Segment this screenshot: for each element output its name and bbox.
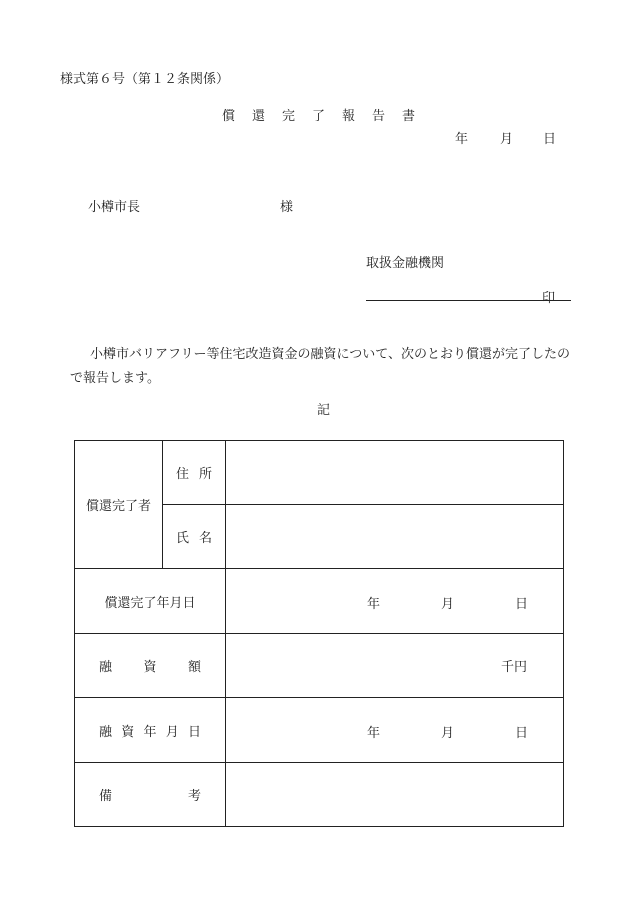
person-label: 償還完了者 bbox=[85, 499, 151, 514]
completion-date-label-cell bbox=[75, 569, 226, 634]
name-label-char: 名 bbox=[199, 531, 213, 546]
address-field[interactable] bbox=[226, 441, 564, 505]
amount-label-char: 資 bbox=[143, 660, 157, 675]
name-label-cell bbox=[163, 505, 226, 569]
loan-date-day: 日 bbox=[515, 726, 529, 741]
loan-date-label-cell bbox=[75, 698, 226, 763]
title-char: 償 bbox=[222, 109, 236, 124]
loan-date-month: 月 bbox=[441, 726, 455, 741]
header-date-day: 日 bbox=[543, 132, 557, 147]
loan-date-label-char: 月 bbox=[165, 724, 179, 740]
addressee-name: 小樽市長 bbox=[88, 200, 141, 215]
name-field[interactable] bbox=[226, 505, 564, 569]
table-row-amount bbox=[75, 634, 564, 698]
ki-label: 記 bbox=[317, 403, 331, 418]
remarks-label-char: 考 bbox=[187, 789, 201, 804]
institution-label: 取扱金融機関 bbox=[366, 256, 445, 271]
form-number: 様式第６号（第１２条関係） bbox=[60, 72, 230, 87]
header-date-month: 月 bbox=[500, 132, 514, 147]
title-char: 完 bbox=[282, 109, 296, 124]
address-label-cell bbox=[163, 441, 226, 505]
completion-date-label: 償還完了年月日 bbox=[104, 595, 196, 611]
report-table bbox=[74, 440, 564, 827]
amount-label-char: 額 bbox=[187, 660, 201, 675]
title-char: 報 bbox=[342, 109, 356, 124]
loan-date-label-char: 資 bbox=[121, 724, 135, 740]
remarks-label-char: 備 bbox=[99, 789, 113, 804]
remarks-label-cell bbox=[75, 763, 226, 827]
header-date-year: 年 bbox=[455, 132, 469, 147]
title-char: 了 bbox=[312, 109, 326, 124]
remarks-field[interactable] bbox=[226, 763, 564, 827]
completion-date-field[interactable] bbox=[226, 569, 564, 634]
loan-date-label-char: 日 bbox=[187, 724, 201, 740]
amount-label-char: 融 bbox=[99, 660, 113, 675]
amount-label-cell bbox=[75, 634, 226, 698]
loan-date-year: 年 bbox=[367, 726, 381, 741]
name-label-char: 氏 bbox=[175, 531, 189, 546]
body-text: 小樽市バリアフリー等住宅改造資金の融資について、次のとおり償還が完了したので報告します。 bbox=[70, 347, 570, 386]
table-row-completion-date bbox=[75, 569, 564, 634]
address-label-char: 所 bbox=[199, 467, 213, 482]
completion-date-year: 年 bbox=[367, 597, 381, 612]
title-char: 告 bbox=[372, 109, 386, 124]
person-label-cell bbox=[75, 441, 163, 569]
completion-date-month: 月 bbox=[441, 597, 455, 612]
loan-date-label-char: 年 bbox=[143, 724, 157, 740]
document-title bbox=[222, 105, 432, 124]
loan-date-label-char: 融 bbox=[99, 724, 113, 740]
amount-field[interactable] bbox=[226, 634, 564, 698]
signature-line bbox=[366, 300, 571, 301]
loan-date-field[interactable] bbox=[226, 698, 564, 763]
seal-mark: 印 bbox=[542, 291, 556, 306]
table-row-address bbox=[75, 441, 564, 505]
address-label-char: 住 bbox=[175, 467, 189, 482]
amount-unit: 千円 bbox=[500, 660, 527, 675]
addressee-honorific: 様 bbox=[280, 200, 294, 215]
completion-date-day: 日 bbox=[515, 597, 529, 612]
title-char: 還 bbox=[252, 109, 266, 124]
title-char: 書 bbox=[402, 109, 416, 124]
table-row-remarks bbox=[75, 763, 564, 827]
table-row-loan-date bbox=[75, 698, 564, 763]
